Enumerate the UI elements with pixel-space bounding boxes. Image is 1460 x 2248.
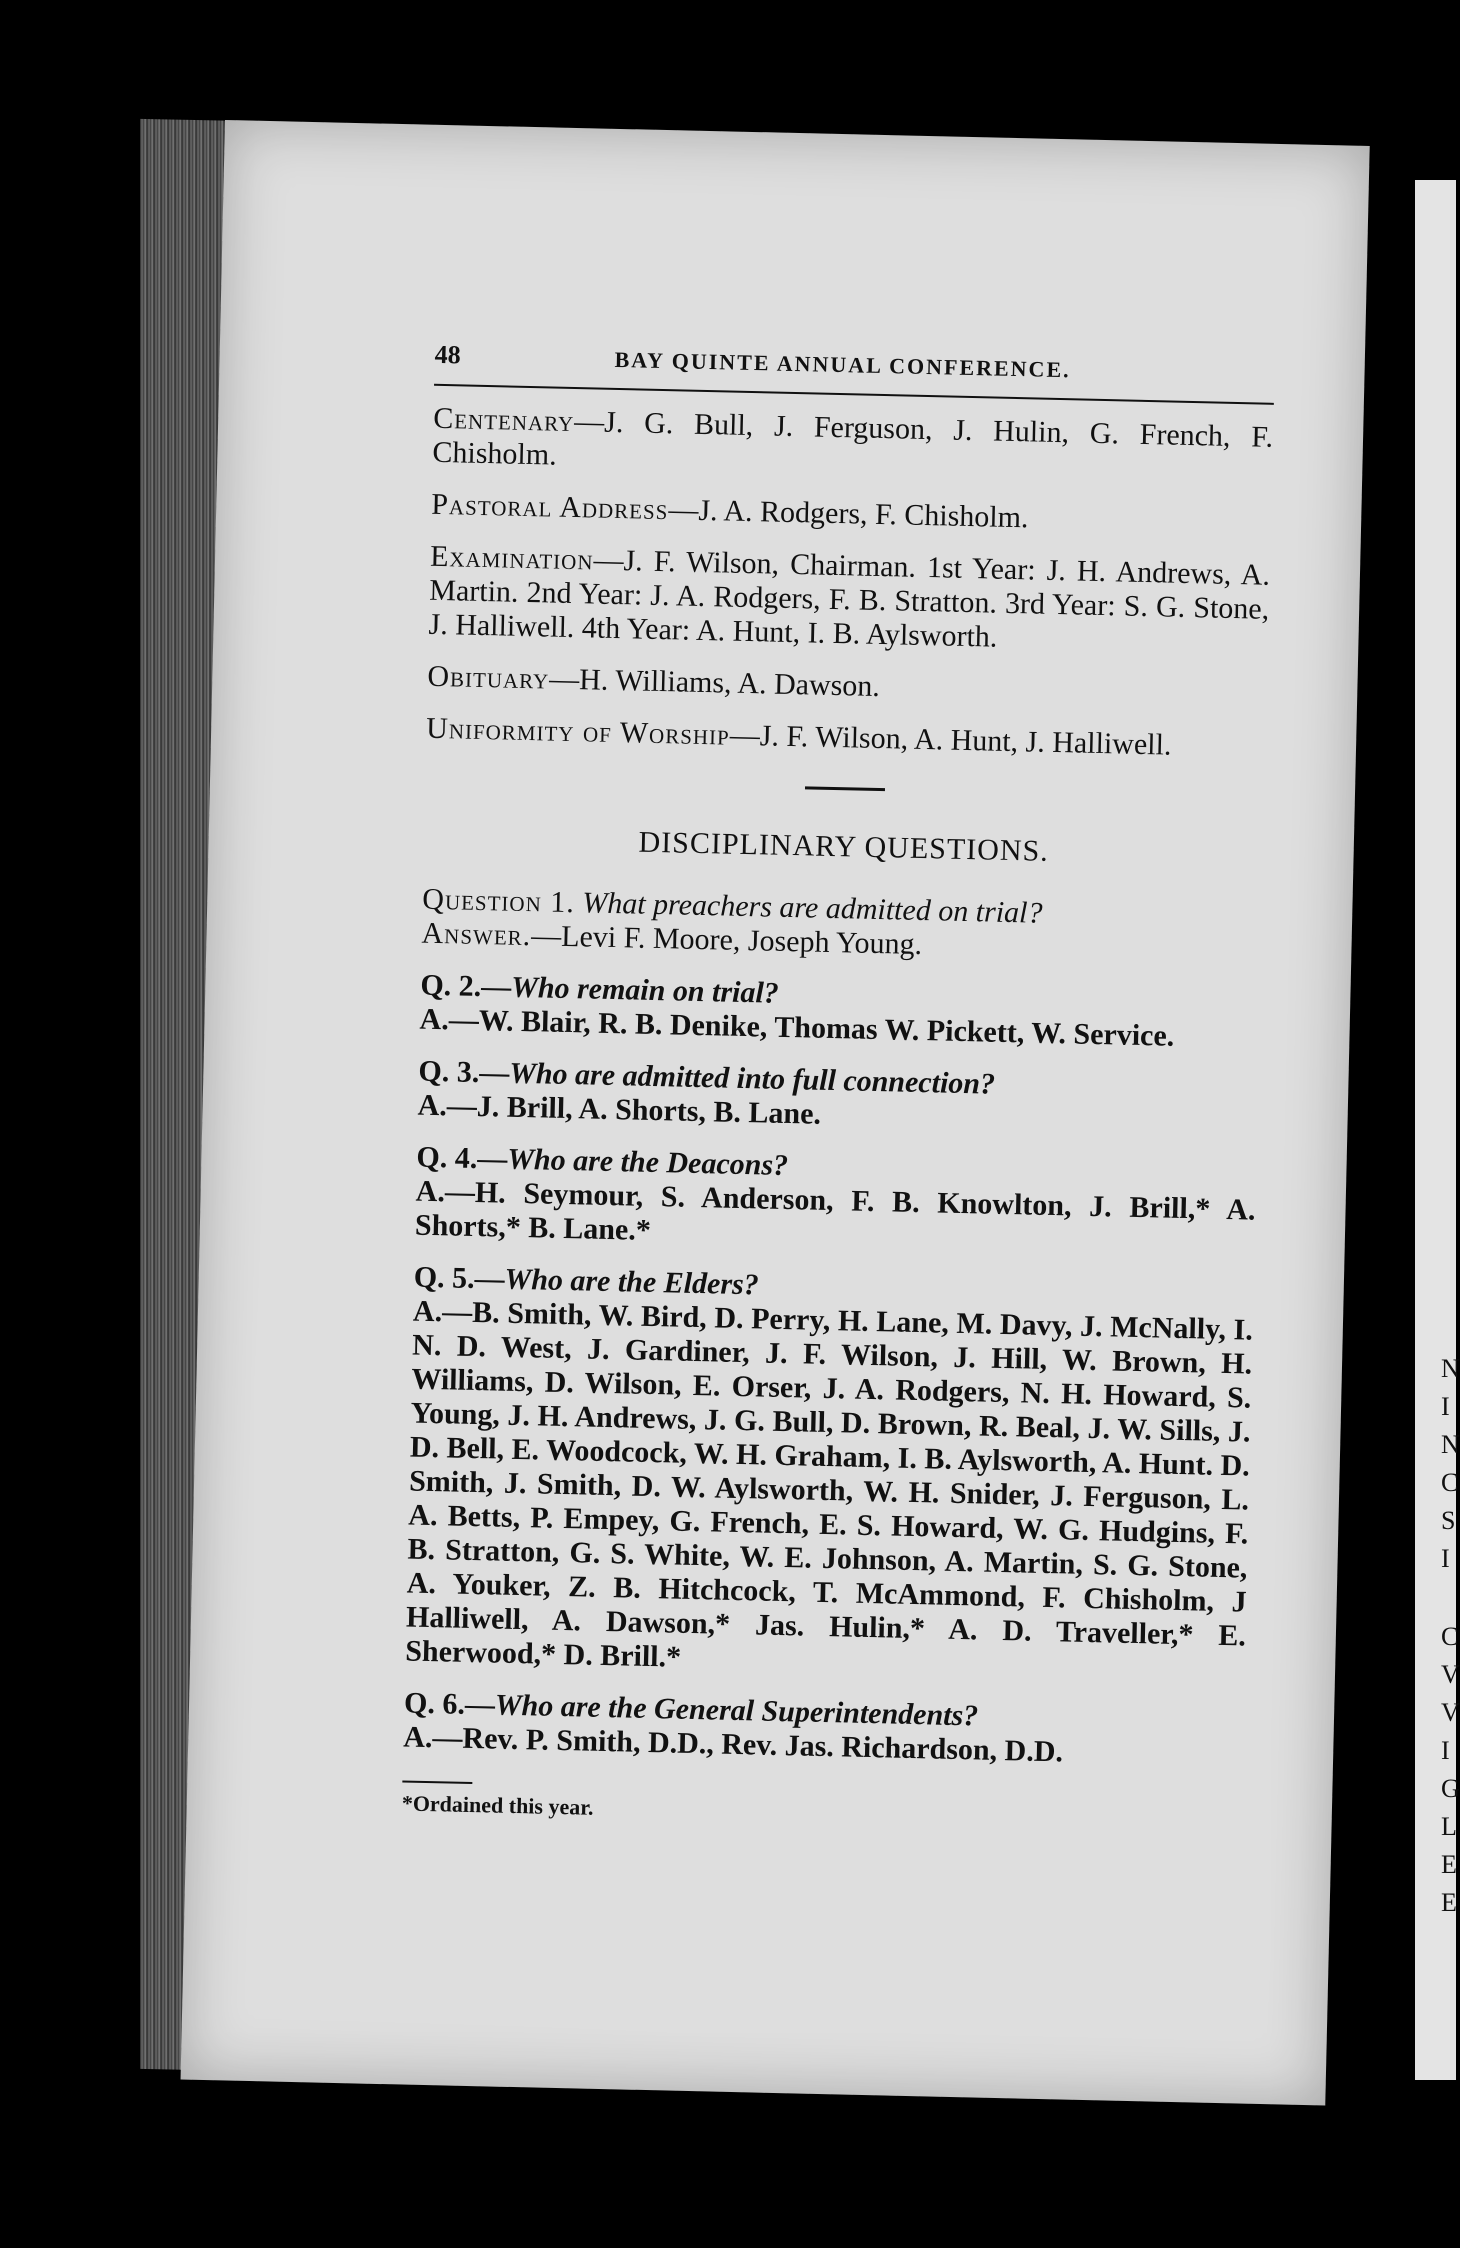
question-label: Q. 6.—	[403, 1686, 496, 1722]
question-label: Q. 2.—	[420, 968, 512, 1004]
committee-entry	[428, 540, 1270, 661]
question-text: What preachers are admitted on trial?	[581, 886, 1043, 930]
margin-letter: I	[1441, 1392, 1450, 1421]
margin-letter: I	[1441, 1544, 1450, 1573]
question-label: Q. 5.—	[413, 1260, 505, 1296]
margin-letter: N	[1441, 1354, 1460, 1383]
question-block	[419, 969, 1260, 1056]
question-label: Question 1.	[421, 882, 576, 920]
answer-label: A.	[419, 1002, 450, 1037]
section-title: DISCIPLINARY QUESTIONS.	[638, 825, 1050, 868]
footnote: *Ordained this year.	[401, 1790, 594, 1820]
facing-page-edge	[1415, 180, 1460, 2080]
question-text: Who are the General Superintendents?	[494, 1688, 979, 1733]
answer-text: —H. Seymour, S. Anderson, F. B. Knowlton, J. Brill,* A. Shorts,* B. Lane.*	[414, 1175, 1256, 1247]
header-rule	[434, 384, 1274, 405]
committee-label: Examination	[429, 539, 594, 577]
margin-letter: I	[1441, 1736, 1450, 1765]
committee-entry	[432, 402, 1273, 489]
committee-label: Pastoral Address	[430, 487, 669, 527]
answer-text: —W. Blair, R. B. Denike, Thomas W. Pickett, W. Service.	[448, 1003, 1175, 1053]
margin-letter: N	[1441, 1430, 1460, 1459]
margin-letter: S	[1441, 1506, 1456, 1535]
question-block	[421, 883, 1262, 970]
committee-members: —H. Williams, A. Dawson.	[548, 662, 881, 703]
page-number: 48	[434, 339, 462, 370]
footnote-rule	[402, 1780, 472, 1784]
margin-letter: E	[1441, 1888, 1457, 1917]
question-block	[403, 1686, 1244, 1773]
committee-label: Centenary	[432, 401, 575, 438]
committee-label: Obituary	[427, 659, 550, 696]
margin-letter: E	[1441, 1850, 1457, 1879]
question-block	[415, 1141, 1257, 1262]
margin-letter: V	[1441, 1660, 1460, 1689]
answer-text: —Rev. P. Smith, D.D., Rev. Jas. Richardson, D.D.	[432, 1721, 1064, 1769]
page-content	[402, 340, 1275, 1836]
answer-label: A.	[402, 1720, 433, 1755]
question-text: Who are admitted into full connection?	[508, 1056, 996, 1101]
section-divider	[805, 786, 885, 791]
question-block	[405, 1261, 1254, 1688]
margin-letter: V	[1441, 1698, 1460, 1727]
question-label: Q. 3.—	[418, 1054, 510, 1090]
answer-text: —B. Smith, W. Bird, D. Perry, H. Lane, M. Davy, J. McNally, I. N. D. West, J. Gardiner, J. F. Wilson, J. Hill, W. Brown, H. Williams, D. Wilson, E. Orser, J. A. Rodgers, N. H. Howard, S. Young, J. H. Andrews, J. G. Bull, D. Brown, R. Beal, J. W. Sills, J. D. Bell, E. Woodcock, W. H. Graham, I. B. Aylsworth, A. Hunt. D. Smith, J. Smith, D. W. Aylsworth, W. H. Snider, J. Ferguson, L. A. Betts, P. Empey, G. French, E. S. Howard, W. G. Hudgins, F. B. Stratton, G. S. White, W. E. Johnson, A. Martin, S. G. Stone, A. Youker, Z. B. Hitchcock, T. McAmmond, F. Chisholm, J Halliwell, A. Dawson,* Jas. Hulin,* A. D. Traveller,* E. Sherwood,* D. Brill.*	[404, 1295, 1254, 1674]
page-header	[434, 340, 1274, 389]
answer-text: —Levi F. Moore, Joseph Young.	[530, 919, 923, 962]
committee-members: —J. F. Wilson, Chairman. 1st Year: J. H. Andrews, A. Martin. 2nd Year: J. A. Rodgers, F. B. Stratton. 3rd Year: S. G. Stone, J. Halliwell. 4th Year: A. Hunt, I. B. Aylsworth.	[428, 543, 1271, 654]
question-label: Q. 4.—	[416, 1140, 508, 1176]
committee-members: —J. F. Wilson, A. Hunt, J. Halliwell.	[729, 718, 1172, 762]
margin-letter: L	[1441, 1812, 1457, 1841]
answer-text: —J. Brill, A. Shorts, B. Lane.	[446, 1089, 822, 1131]
running-head: BAY QUINTE ANNUAL CONFERENCE.	[614, 346, 1071, 383]
committee-entry	[431, 488, 1272, 541]
question-text: Who are the Elders?	[504, 1262, 760, 1302]
committee-label: Uniformity of Worship	[425, 711, 731, 752]
answer-label: A.	[417, 1088, 448, 1123]
margin-letter: C	[1441, 1622, 1459, 1651]
question-text: Who are the Deacons?	[506, 1142, 789, 1183]
book-page	[181, 120, 1370, 2105]
committee-entry	[427, 660, 1268, 713]
question-block	[417, 1055, 1258, 1142]
answer-label: Answer.	[421, 916, 532, 953]
question-text: Who remain on trial?	[510, 970, 780, 1010]
committee-members: —J. A. Rodgers, F. Chisholm.	[668, 493, 1029, 535]
answer-label: A.	[412, 1294, 443, 1329]
margin-letter: G	[1441, 1774, 1460, 1803]
committee-members: —J. G. Bull, J. Ferguson, J. Hulin, G. French, F. Chisholm.	[432, 405, 1274, 472]
answer-label: A.	[415, 1174, 446, 1209]
margin-letter: C	[1441, 1468, 1459, 1497]
committee-entry	[426, 712, 1267, 765]
